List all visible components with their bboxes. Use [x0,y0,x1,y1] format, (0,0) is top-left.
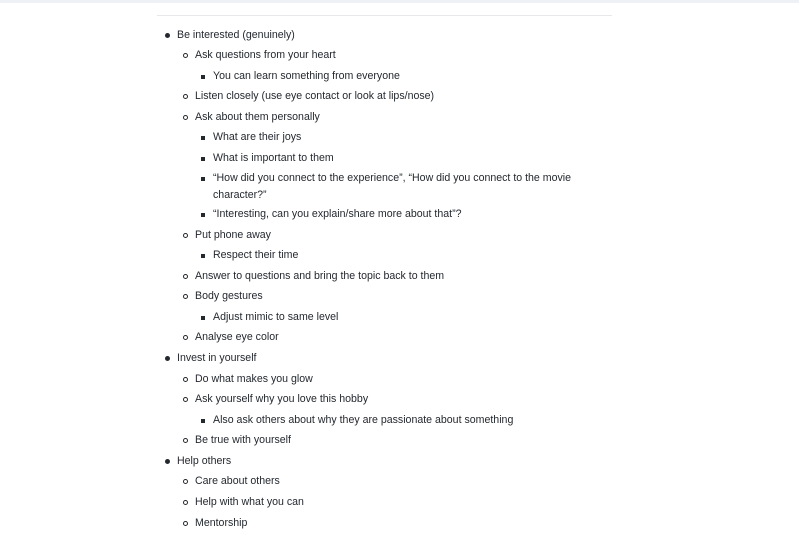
bullet-marker-level-3 [201,177,205,181]
bullet-marker-level-1 [165,33,170,38]
bullet-marker-level-2 [183,377,188,382]
bullet-marker-level-1 [165,356,170,361]
list-item-level-3: You can learn something from everyone [213,70,400,82]
bullet-marker-level-2 [183,94,188,99]
list-item-level-2: Ask yourself why you love this hobby [195,393,369,405]
bullet-marker-level-3 [201,157,205,161]
list-item-level-3: Respect their time [213,249,299,261]
bullet-marker-level-2 [183,500,188,505]
list-item-level-2: Analyse eye color [195,331,279,343]
list-item-level-2: Mentorship [195,517,248,529]
bullet-marker-level-3 [201,316,205,320]
list-item-level-3: Adjust mimic to same level [213,311,339,323]
list-item-level-3: Also ask others about why they are passionate about something [213,414,514,426]
list-item-level-1: Invest in yourself [177,352,257,364]
bullet-marker-level-2 [183,438,188,443]
bullet-marker-level-2 [183,521,188,526]
list-item-level-3: What are their joys [213,131,302,143]
list-item-level-2: Be true with yourself [195,434,291,446]
bullet-marker-level-1 [165,459,170,464]
list-item-level-3: “How did you connect to the experience”, “How did you connect to the movie character?” [213,172,572,201]
bullet-marker-level-2 [183,274,188,279]
bullet-marker-level-2 [183,53,188,58]
list-item-level-1: Help others [177,455,232,467]
list-item-level-1: Be interested (genuinely) [177,29,295,41]
list-item-level-2: Help with what you can [195,496,304,508]
bullet-marker-level-2 [183,397,188,402]
list-item-level-2: Answer to questions and bring the topic back to them [195,270,445,282]
bullet-marker-level-2 [183,233,188,238]
bullet-marker-level-3 [201,254,205,258]
bullet-marker-level-2 [183,335,188,340]
bullet-marker-level-2 [183,479,188,484]
bullet-marker-level-3 [201,136,205,140]
list-item-level-2: Ask questions from your heart [195,49,336,61]
list-item-level-2: Body gestures [195,290,263,302]
list-item-level-2: Listen closely (use eye contact or look at lips/nose) [195,90,435,102]
bullet-marker-level-3 [201,213,205,217]
list-item-level-2: Ask about them personally [195,111,320,123]
list-item-level-2: Care about others [195,475,280,487]
list-item-level-3: “Interesting, can you explain/share more about that”? [213,208,462,220]
bullet-marker-level-3 [201,419,205,423]
bullet-marker-level-3 [201,75,205,79]
list-item-level-2: Put phone away [195,229,271,241]
list-item-level-3: What is important to them [213,152,334,164]
list-item-level-2: Do what makes you glow [195,373,313,385]
bullet-marker-level-2 [183,115,188,120]
bullet-marker-level-2 [183,294,188,299]
